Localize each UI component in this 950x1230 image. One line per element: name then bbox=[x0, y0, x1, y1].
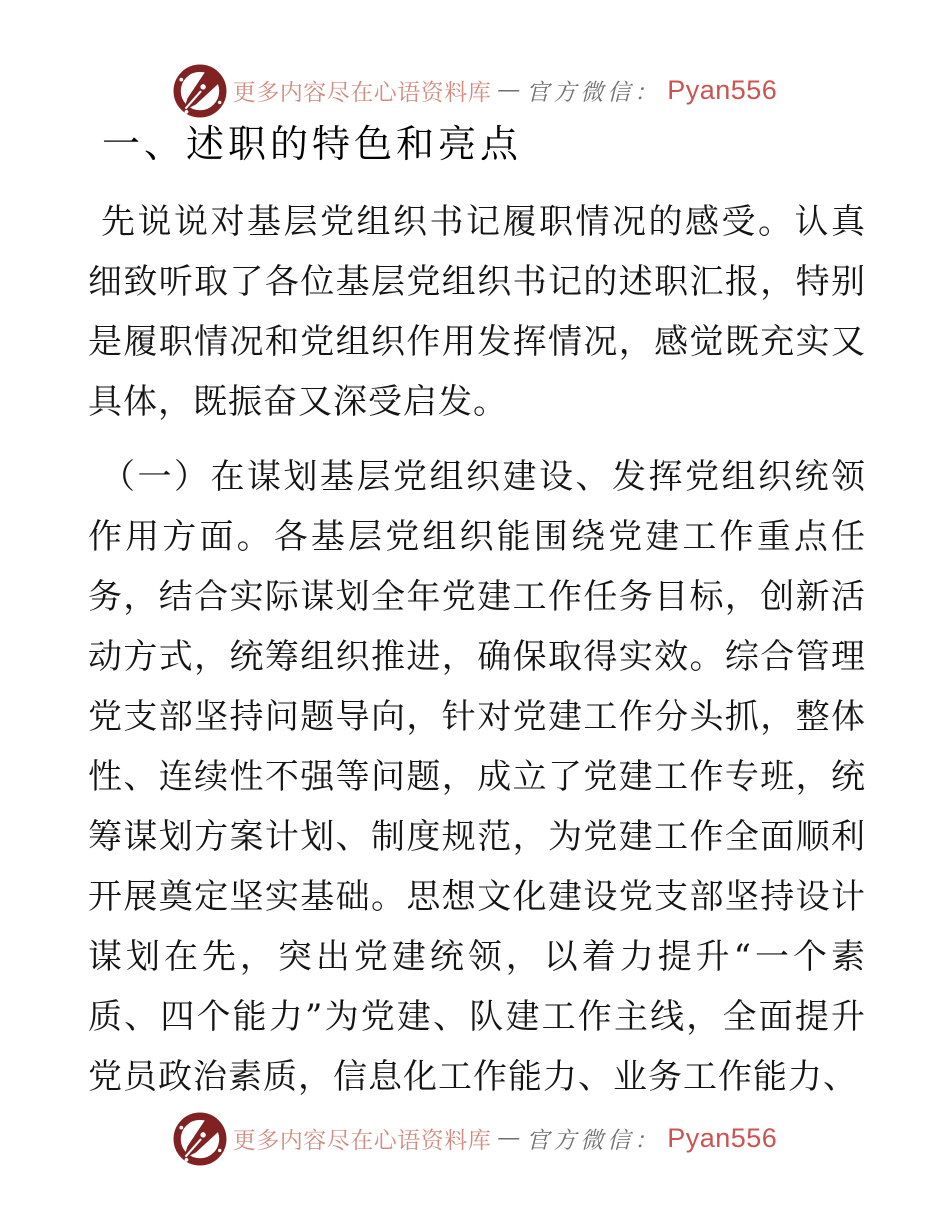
wechat-id: Pyan556 bbox=[667, 74, 778, 105]
watermark-brand-text: 更多内容尽在心语资料库 bbox=[232, 79, 492, 106]
wechat-label: 官方微信： bbox=[526, 79, 662, 106]
watermark-brand-text: 更多内容尽在心语资料库 bbox=[232, 1127, 492, 1154]
watermark-dash: — bbox=[497, 77, 521, 103]
footer-watermark bbox=[0, 1110, 950, 1166]
watermark-dash: — bbox=[497, 1125, 521, 1151]
wechat-label: 官方微信： bbox=[526, 1127, 662, 1154]
wechat-id: Pyan556 bbox=[667, 1122, 778, 1153]
section-heading: 一、述职的特色和亮点 bbox=[102, 122, 523, 166]
pen-seal-logo-icon bbox=[173, 62, 227, 118]
document-body bbox=[88, 120, 866, 1122]
paragraph-2: （一）在谋划基层党组织建设、发挥党组织统领作用方面。各基层党组织能围绕党建工作重点任务，结合实际谋划全年党建工作任务目标，创新活动方式，统筹组织推进，确保取得实效。综合管理党支部坚持问题导向，针对党建工作分头抓，整体性、连续性不强等问题，成立了党建工作专班，统筹谋划方案计划、制度规范，为党建工作全面顺利开展奠定坚实基础。思想文化建设党支部坚持设计谋划在先，突出党建统领，以着力提升“一个素质、四个能力”为党建、队建工作主线，全面提升党员政治素质，信息化工作能力、业务工作能力、 bbox=[88, 457, 866, 1097]
pen-seal-logo-icon bbox=[173, 1110, 227, 1166]
paragraph-1: 先说说对基层党组织书记履职情况的感受。认真细致听取了各位基层党组织书记的述职汇报，特别是履职情况和党组织作用发挥情况，感觉既充实又具体，既振奋又深受启发。 bbox=[88, 202, 866, 422]
header-watermark bbox=[0, 62, 950, 118]
